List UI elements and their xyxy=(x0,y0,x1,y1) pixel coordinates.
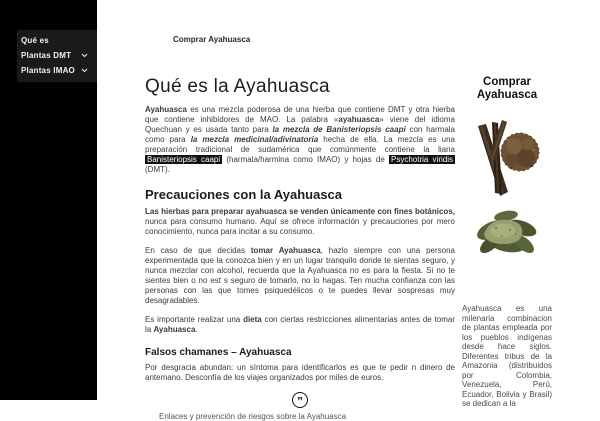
quote-block xyxy=(145,392,455,421)
falsos-chamanes-paragraph xyxy=(145,363,455,383)
chacruna-leaves-image xyxy=(472,200,542,268)
text-segment: con harmala como para xyxy=(145,125,455,144)
ayahuasca-vine-image xyxy=(468,116,546,198)
text-segment: Ayahuasca xyxy=(145,105,187,114)
aside-description: Ayahuasca es una milenaria combinacion de plantas empleada por los pueblos indígenas desde hace siglos. Diferentes tribus de la Amazonia (distribuidos por Colombia, Venezuela, Perú, Ecuador, Bolivia y Brasil) se dedican a la xyxy=(462,304,552,408)
text-segment: la mezcla medicinal/adivinatoria xyxy=(190,135,319,144)
term-banisteriopsis-caapi[interactable]: Banisteriopsis caapi xyxy=(147,155,221,164)
sidebar-item-que-es[interactable] xyxy=(17,33,97,48)
text-segment: » viene del idioma Quechuan y es usada tanto para xyxy=(145,115,455,134)
text-segment: con ciertas restricciones alimentarias antes de tomar la xyxy=(145,315,455,334)
sidebar-item-label: Qué es xyxy=(21,36,49,45)
text-segment: Por desgracia abundan: un síntoma para identificarlos es que te pedir n dinero de antemano. Desconfía de los viajes organizados por miles de euros. xyxy=(145,363,455,382)
text-segment: tomar Ayahuasca xyxy=(250,246,321,255)
text-segment: la mezcla de Banisteriopsis caapi xyxy=(272,125,406,134)
text-segment: . xyxy=(195,325,198,334)
text-segment: Es importante realizar una xyxy=(145,315,244,324)
text-segment: hecha de ella. La mezcla es una preparación tradicional de sudamérica que comúnmente contiene la liana xyxy=(145,135,455,154)
text-segment: (harmala/harmina como IMAO) y hojas de xyxy=(222,155,389,164)
text-segment: ayahuasca xyxy=(338,115,380,124)
term-psychotria-viridis[interactable]: Psychotria viridis xyxy=(391,155,454,164)
aside-heading-comprar: Comprar Ayahuasca xyxy=(476,76,538,101)
page-title: Qué es la Ayahuasca xyxy=(145,76,330,97)
sidebar-item-label: Plantas DMT xyxy=(21,51,72,60)
section-heading-precauciones: Precauciones con la Ayahuasca xyxy=(145,187,343,202)
right-sidebar xyxy=(462,76,552,409)
text-segment: En caso de que decidas xyxy=(145,246,251,255)
topnav-link-comprar-ayahuasca[interactable]: Comprar Ayahuasca xyxy=(173,35,251,44)
sidebar-item-plantas-dmt[interactable] xyxy=(17,48,97,63)
main-content xyxy=(145,76,455,421)
chevron-down-icon[interactable] xyxy=(81,68,88,73)
intro-paragraph xyxy=(145,105,455,175)
text-segment: , hazlo siempre con una persona experimentada que la conozca bien y en un lugar tranquilo donde te sientas seguro, y nunca mezclar con alcohol, recuerda que la Ayahuasca no es para la fiesta. Si no te sientes bien o no est s seguro de tomarlo, no lo hagas. Ten mucha confianza con las personas con las que tomes psiquedélicos o te puedes llevar sospresas muy desagradables. xyxy=(145,246,455,305)
sidebar-item-plantas-imao[interactable] xyxy=(17,63,97,78)
sidebar-item-label: Plantas IMAO xyxy=(21,66,75,75)
text-segment: nunca para consumo humano. Aquí se ofrece información y precauciones por mero conocimiento, nunca para incitar a su consumo. xyxy=(145,217,455,236)
text-segment: Ayahuasca xyxy=(153,325,196,334)
precauciones-paragraph-1 xyxy=(145,207,455,237)
enlaces-link[interactable]: Enlaces y prevención de riesgos sobre la Ayahuasca xyxy=(159,412,347,421)
precauciones-paragraph-2 xyxy=(145,246,455,306)
section-heading-falsos-chamanes: Falsos chamanes – Ayahuasca xyxy=(145,347,292,358)
text-segment: es una mezcla poderosa de una hierba que contiene DMT y otra hierba que contiene inhibidores de MAO. La palabra « xyxy=(145,105,455,124)
text-segment: Las hierbas para preparar ayahuasca se venden únicamente con fines botánicos, xyxy=(145,207,455,216)
text-segment: (DMT). xyxy=(145,165,170,174)
chevron-down-icon[interactable] xyxy=(81,53,88,58)
left-sidebar xyxy=(0,0,97,400)
text-segment: dieta xyxy=(243,315,262,324)
precauciones-paragraph-3 xyxy=(145,315,455,335)
quote-icon: ” xyxy=(292,392,308,408)
sidebar-menu xyxy=(17,30,97,82)
